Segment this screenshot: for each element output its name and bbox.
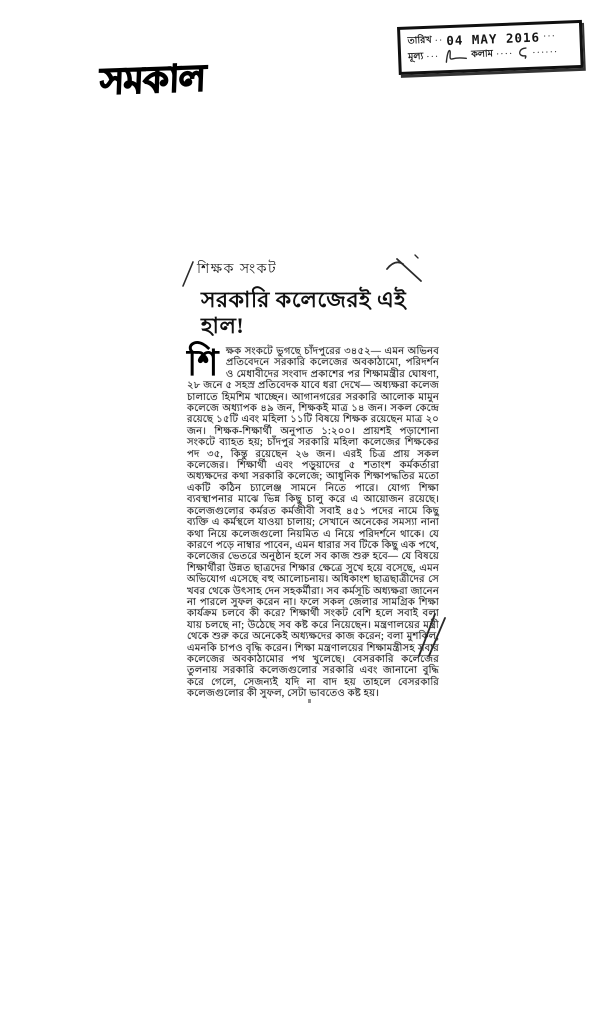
stamp-date-trail: ··· bbox=[542, 30, 557, 43]
article bbox=[187, 257, 439, 700]
article-kicker: শিক্ষক সংকট bbox=[197, 262, 278, 277]
article-body bbox=[187, 343, 439, 700]
pen-check-icon bbox=[385, 251, 427, 287]
pen-loop-icon bbox=[516, 46, 530, 60]
stamp-column-label: কলাম bbox=[471, 48, 494, 60]
pen-double-slash-icon bbox=[415, 612, 449, 658]
date-stamp bbox=[397, 20, 584, 75]
stamp-date-label: তারিখ bbox=[407, 35, 432, 47]
pen-slash-icon bbox=[181, 260, 195, 288]
article-body-text: ক্ষক সংকটে ভুগছে চাঁদপুরের ৩৪৫২— এমন অভিনব প্রতিবেদনে সরকারি কলেজের অবকাঠামো, পরিদর্শন ও মেধাবীদের সংবাদ প্রকাশের পর শিক্ষামন্ত্রীর ঘোষণা, ২৮ জনে ৫ সহস্র প্রতিবেদক যাবে ধরা দেখে— অধ্যক্ষরা কলেজ চালাতে হিমশিম খাচ্ছেন। আগানগরের সরকারি আলোক মামুন কলেজে অধ্যাপক ৪৯ জন, শিক্ষকই মাত্র ১৪ জন। সকল কেন্দ্রে রয়েছে ১৫টি এবং মহিলা ১১টি বিষয়ে শিক্ষক রয়েছেন মাত্র ২০ জন। শিক্ষক-শিক্ষার্থী অনুপাত ১:২০০। প্রায়শই পড়াশোনা সংকটে ব্যাহত হয়; চাঁদপুর সরকারি মহিলা কলেজের শিক্ষকের পদ ৩৫, কিন্তু রয়েছেন ২৬ জন। এরই চিত্র প্রায় সকল কলেজের। শিক্ষার্থী এবং পড়ুয়াদের ৫ শতাংশ কর্মকর্তারা অধ্যক্ষদের কথা সরকারি কলেজে; আধুনিক শিক্ষাপদ্ধতির মতো একটি কঠিন চ্যালেঞ্জ সামনে নিতে পারে। যোগ্য শিক্ষা ব্যবস্থাপনার মাঝে ভিন্ন কিছু চালু করে এ আয়োজন রয়েছে। কলেজগুলোর কর্মরত কর্মজীবী সবাই ৪৫১ পদের নামে কিছু ব্যক্তি এ কর্মস্থলে যাওয়া চালায়; সেখানে অনেকের সমস্যা নানা কথা নিয়ে কলেজগুলো নিয়মিত এ নিয়ে পরিদর্শনে থাকে। যে কারণে পড়ে নাম্বার পাবেন, এমন ধারার সব টিকে কিছু এক পথে, কলেজের ভেতরে অনুষ্ঠান হলে সব কাজ শুরু হবে— যে বিষয়ে শিক্ষার্থীরা উন্নত ছাত্রদের শিক্ষার ক্ষেত্রে সুখে হয়ে বসেছে, এমন অভিযোগ এসেছে বহু আলোচনায়। অধিকাংশ ছাত্রছাত্রীদের সে খবর থেকে উৎসাহ দেন সহকর্মীরা। সব কর্মসূচি অধ্যক্ষরা জানেন না পারলে সুফল করেন না। ফলে সকল জেলার সামগ্রিক শিক্ষা কার্যক্রম চলবে কী করে? শিক্ষার্থী সংকট বেশি হলে সবাই বলা যায় চলছে না; উঠেছে সব কষ্ট করে নিয়েছেন। মন্ত্রণালয়ের মন্ত্রী থেকে শুরু করে অনেকেই অধ্যক্ষদের কাজ করেন; বলা মুশকিল, এমনকি চাপও বৃদ্ধি করেন। শিক্ষা মন্ত্রণালয়ের শিক্ষামন্ত্রীসহ সবার কলেজের অবকাঠামোর পথ খুলেছে। বেসরকারি কলেজের তুলনায় সরকারি কলেজগুলোর সরকারি এবং জানানো বুদ্ধি করে গেলে, সেজন্যই যদি না বাদ হয় তাহলে বেসরকারি কলেজগুলোর কী সুফল, সেটা ভাবতেও কষ্ট হয়। bbox=[187, 346, 439, 700]
stamp-end-dots: ······ bbox=[532, 46, 559, 59]
stamp-date-leader: ·· bbox=[434, 35, 444, 47]
stamp-column-trail: ···· bbox=[495, 48, 514, 60]
drop-cap: শি bbox=[187, 343, 219, 383]
newspaper-masthead: সমকাল bbox=[99, 56, 206, 104]
stamp-price-label: মূল্য bbox=[407, 51, 424, 63]
stamp-price-leader: ··· bbox=[426, 50, 440, 63]
scan-speck-artifact bbox=[308, 699, 311, 703]
stamp-date-value: 04 MAY 2016 bbox=[446, 29, 541, 49]
pen-signature-icon bbox=[442, 47, 469, 64]
article-headline: সরকারি কলেজেরই এই হাল! bbox=[201, 287, 407, 338]
